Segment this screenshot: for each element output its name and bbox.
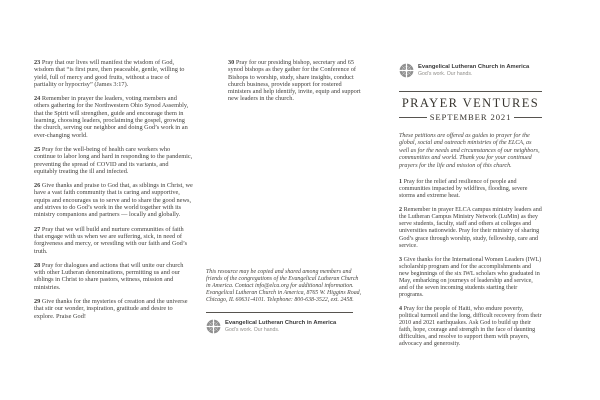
prayer-item bbox=[399, 306, 542, 348]
prayer-number: 27 bbox=[34, 225, 41, 233]
prayer-number: 26 bbox=[34, 182, 41, 190]
prayer-text: Pray for the relief and resilience of people and communities impacted by wildfires, flooding, severe storms and extreme heat. bbox=[399, 179, 528, 200]
elca-logo-block bbox=[206, 319, 363, 334]
prayer-text: Give thanks and praise to God that, as siblings in Christ, we have a vast faith community that is caring and supportive, equips and encourages us to serve and to share the good news, and strives to do God’s work in the world together with its ministry companions and partners — locally and globally. bbox=[34, 182, 193, 219]
cover-prayer-list bbox=[399, 179, 542, 348]
prayer-item bbox=[399, 207, 542, 249]
elca-logo-text bbox=[418, 64, 529, 78]
prayer-item bbox=[34, 59, 193, 88]
page-title: PRAYER VENTURES bbox=[401, 96, 540, 110]
elca-logo-name: Evangelical Lutheran Church in America bbox=[418, 63, 530, 70]
prayer-number: 24 bbox=[34, 95, 41, 103]
cover-panel bbox=[399, 63, 542, 355]
prayer-number: 3 bbox=[399, 256, 403, 263]
prayer-item bbox=[34, 262, 193, 291]
middle-column bbox=[228, 59, 366, 110]
prayer-item bbox=[34, 182, 193, 218]
elca-logo-block bbox=[399, 63, 542, 78]
prayer-number: 28 bbox=[34, 261, 41, 269]
elca-emblem-icon bbox=[399, 63, 414, 78]
prayer-text: Give thanks for the mysteries of creation and the universe that stir our wonder, inspiration, gratitude and desire to explore. Praise God! bbox=[34, 298, 188, 320]
prayer-text: Pray for dialogues and actions that will unite our church with other Lutheran denominations, permitting us and our siblings in Christ to share pastors, witness, mission and ministries. bbox=[34, 261, 184, 291]
elca-logo-tagline: God’s work. Our hands. bbox=[418, 70, 473, 77]
prayer-number: 4 bbox=[399, 306, 403, 313]
prayer-text: Remember in prayer the leaders, voting members and others gathering for the Northwestern Ohio Synod Assembly, that the Spirit will strengthen, guide and encourage them in learning, choosing leaders, proclaiming the gospel, growing the church, serving our neighbor and doing God’s work in an ever-changing world. bbox=[34, 95, 189, 139]
elca-logo-tagline: God’s work. Our hands. bbox=[225, 327, 280, 334]
prayer-item bbox=[399, 179, 542, 200]
prayer-text: Pray for the well-being of health care workers who continue to labor long and hard in responding to the pandemic, preventing the spread of COVID and its variants, and equitably treating the ill and infected. bbox=[34, 145, 193, 175]
prayer-text: Give thanks for the International Women Leaders (IWL) scholarship program and for the accomplishments and new beginnings of the six IWL scholars who graduated in May, embarking on journeys of leadership and service, and of the seven incoming students starting their programs. bbox=[399, 256, 542, 298]
elca-emblem-icon bbox=[206, 319, 221, 334]
prayer-number: 29 bbox=[34, 298, 41, 306]
elca-logo-name: Evangelical Lutheran Church in America bbox=[225, 320, 337, 327]
prayer-number: 25 bbox=[34, 145, 41, 153]
elca-logo-text bbox=[225, 320, 336, 334]
issue-date: SEPTEMBER 2021 bbox=[429, 112, 512, 122]
divider-rule bbox=[399, 91, 542, 92]
cover-intro: These petitions are offered as guides to prayer for the global, social and outreach ministries of the ELCA, as well as for the needs and circumstances of our neighbors, communities and world. Thank you for your continued prayers for the life and mission of this church. bbox=[399, 133, 540, 169]
subtitle-row bbox=[399, 112, 542, 122]
prayer-text: Pray that we will build and nurture communities of faith that engage with us when we are suffering, sick, in need of forgiveness and mercy, or wrestling with our faith and God’s truth. bbox=[34, 225, 188, 255]
prayer-text: Remember in prayer ELCA campus ministry leaders and the Lutheran Campus Ministry Network (LuMin) as they serve students, faculty, staff and others at colleges and universities nationwide. Pray for their ministry of sharing God’s grace through worship, study, fellowship, care and service. bbox=[399, 207, 542, 249]
prayer-number: 23 bbox=[34, 59, 41, 66]
prayer-number: 2 bbox=[399, 207, 403, 214]
prayer-item bbox=[34, 146, 193, 175]
prayer-item bbox=[228, 59, 366, 103]
copy-notice-block bbox=[206, 269, 363, 334]
divider-rule bbox=[206, 312, 353, 313]
copy-notice: This resource may be copied and shared among members and friends of the congregations of the Evangelical Lutheran Church in America. Contact info@elca.org for additional information. Evangelical Lutheran Church in America, 8765 W. Higgins Road, Chicago, IL 60631-4101. Telephone: 800-638-3522, ext. 2458. bbox=[206, 269, 362, 304]
subtitle-left-rule bbox=[399, 117, 427, 118]
prayer-item bbox=[34, 226, 193, 255]
prayer-text: Pray for the people of Haiti, who endure poverty, political turmoil and the long, difficult recovery from their 2010 and 2021 earthquakes. Ask God to build up their faith, hope, courage and strength in the face of daunting difficulties, and resolve to support them with prayers, advocacy and generosity. bbox=[399, 306, 542, 348]
left-column bbox=[34, 59, 193, 327]
prayer-item bbox=[34, 95, 193, 139]
prayer-item bbox=[399, 257, 542, 299]
prayer-text: Pray that our lives will manifest the wisdom of God, wisdom that “is first pure, then peaceable, gentle, willing to yield, full of mercy and good fruits, without a trace of partiality or hypocrisy” (James 3:17). bbox=[34, 59, 185, 88]
prayer-item bbox=[34, 298, 193, 320]
prayer-number: 1 bbox=[399, 179, 403, 186]
prayer-text: Pray for our presiding bishop, secretary and 65 synod bishops as they gather for the Conference of Bishops to worship, study, share insights, conduct church business, provide support for rostered ministers and help identify, invite, equip and support new leaders in the church. bbox=[228, 59, 361, 103]
subtitle-right-rule bbox=[514, 117, 542, 118]
prayer-number: 30 bbox=[228, 59, 235, 66]
